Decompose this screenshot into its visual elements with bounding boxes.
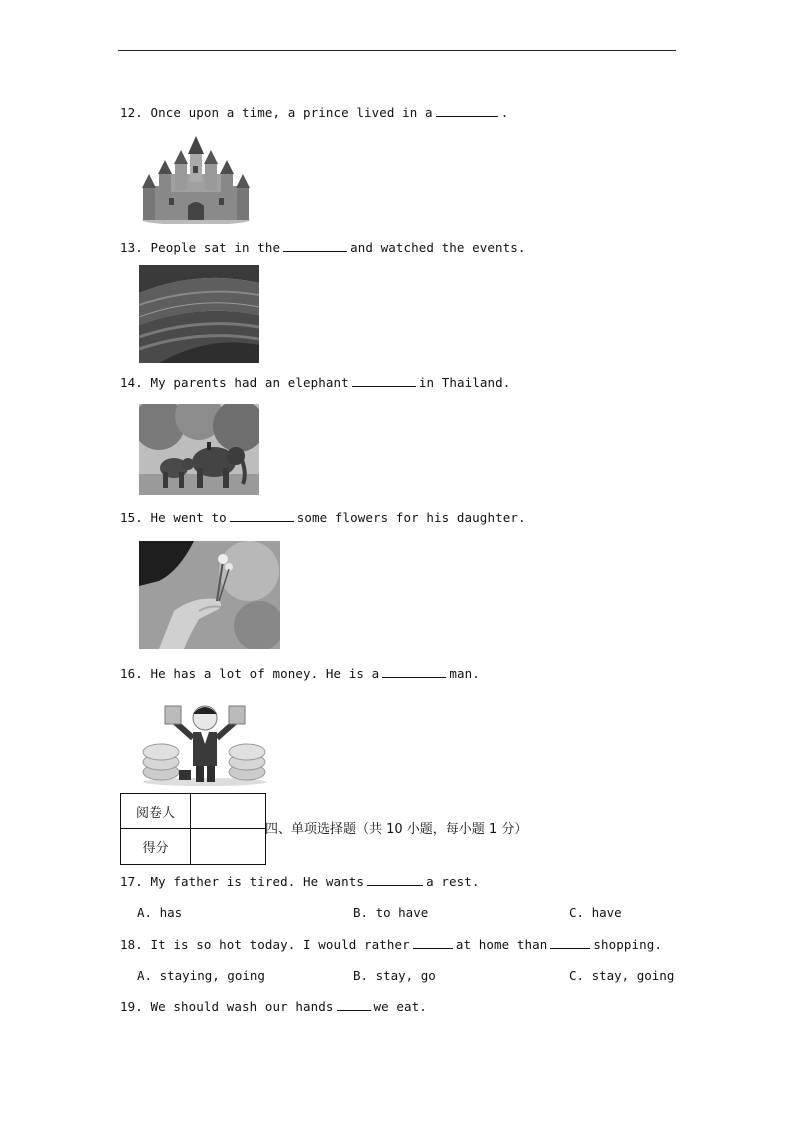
option-17-b[interactable]: B. to have [353,905,429,920]
question-text-end: a rest. [426,874,480,889]
question-text: It is so hot today. I would rather [150,937,410,952]
question-text: My parents had an elephant [150,375,349,390]
answer-blank[interactable] [436,105,498,117]
answer-blank[interactable] [283,240,347,252]
question-number: 14. [120,375,143,390]
question-16 [120,666,480,681]
score-label: 得分 [121,829,191,864]
reviewer-cell[interactable] [191,794,265,829]
question-text-mid: at home than [455,937,548,952]
question-text-end: man. [449,666,480,681]
answer-blank[interactable] [337,999,371,1011]
rich-man-image [139,692,271,786]
elephant-image [139,404,259,495]
option-18-a[interactable]: A. staying, going [137,968,265,983]
option-18-c[interactable]: C. stay, going [569,968,675,983]
answer-blank[interactable] [352,375,416,387]
score-cell[interactable] [191,829,265,864]
question-text: We should wash our hands [150,999,334,1014]
question-13 [120,240,526,255]
question-18 [120,937,662,952]
question-15 [120,510,526,525]
question-number: 16. [120,666,143,681]
flower-picking-image [139,541,280,649]
option-18-b[interactable]: B. stay, go [353,968,436,983]
question-text-end: in Thailand. [418,375,511,390]
question-text-end: we eat. [373,999,427,1014]
question-19 [120,999,427,1014]
question-number: 17. [120,874,143,889]
header-rule [118,50,676,51]
question-number: 13. [120,240,143,255]
question-number: 19. [120,999,143,1014]
question-text: People sat in the [150,240,281,255]
castle-image [139,136,253,224]
section-title: 四、单项选择题（共 10 小题，每小题 1 分） [265,822,528,837]
question-number: 18. [120,937,143,952]
question-text-end: and watched the events. [350,240,526,255]
question-text: He went to [150,510,227,525]
question-number: 15. [120,510,143,525]
option-17-c[interactable]: C. have [569,905,622,920]
question-number: 12. [120,105,143,120]
question-17 [120,874,479,889]
question-text: Once upon a time, a prince lived in a [150,105,433,120]
reviewer-label: 阅卷人 [121,794,191,829]
answer-blank-2[interactable] [550,937,590,949]
question-12 [120,105,508,120]
option-17-a[interactable]: A. has [137,905,183,920]
question-text-end: . [500,105,509,120]
question-text: He has a lot of money. He is a [150,666,380,681]
answer-blank[interactable] [367,874,423,886]
score-table [120,793,266,865]
answer-blank[interactable] [382,666,446,678]
question-14 [120,375,510,390]
stadium-image [139,265,259,363]
question-text-end: shopping. [593,937,662,952]
answer-blank[interactable] [230,510,294,522]
question-text-end: some flowers for his daughter. [296,510,526,525]
answer-blank-1[interactable] [413,937,453,949]
question-text: My father is tired. He wants [150,874,365,889]
